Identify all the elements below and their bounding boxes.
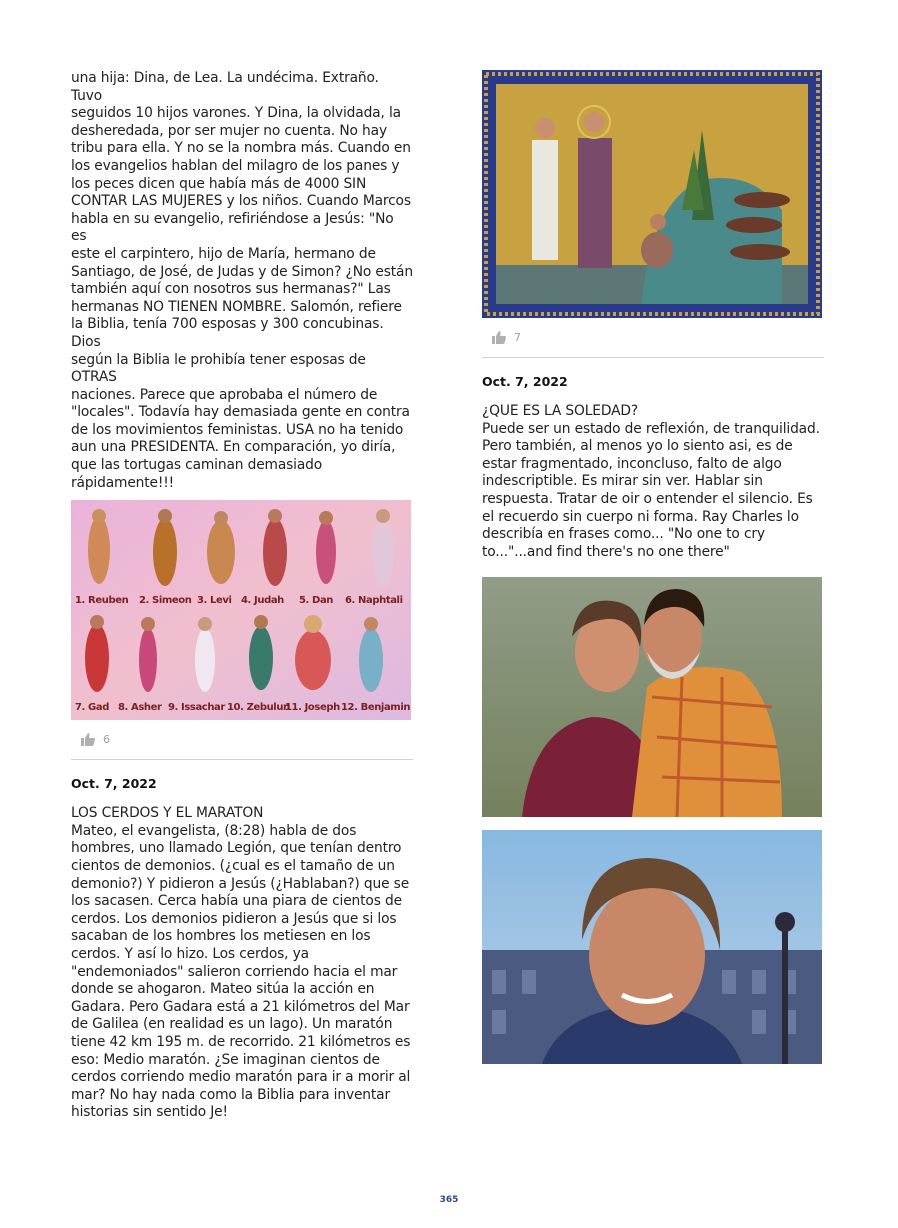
tribe-label: 8. Asher [118, 702, 162, 714]
tribe-label: 12. Benjamin [341, 702, 411, 714]
tribe-label: 11. Joseph [285, 702, 340, 714]
tribe-label: 3. Levi [197, 595, 232, 607]
tribe-label: 6. Naphtali [345, 595, 403, 607]
tribe-label: 1. Reuben [75, 595, 129, 607]
thumbs-up-icon[interactable] [492, 331, 506, 344]
twelve-tribes-illustration[interactable] [71, 500, 411, 720]
tribe-label: 5. Dan [299, 595, 334, 607]
like-bar-post-1 [71, 720, 413, 760]
post-2-date: Oct. 7, 2022 [71, 776, 157, 792]
like-count: 7 [514, 331, 521, 344]
tribe-label: 7. Gad [75, 702, 109, 714]
post-1-text: una hija: Dina, de Lea. La undécima. Extraño. Tuvo seguidos 10 hijos varones. Y Dina, la olvidada, la desheredada, por ser mujer no cuenta. No hay tribu para ella. Y no se la nombra más. Cuando en los evangelios hablan del milagro de los panes y los peces dicen que había más de 4000 SIN CONTAR LAS MUJERES y los niños. Cuando Marcos habla en su evangelio, refiriéndose a Jesús: "No es este el carpintero, hijo de María, hermano de Santiago, de José, de Judas y de Simon? ¿No están también aquí con nosotros sus hermanas?" Las hermanas NO TIENEN NOMBRE. Salomón, refiere la Biblia, tenía 700 esposas y 300 concubinas. Dios según la Biblia le prohibía tener esposas de OTRAS naciones. Parece que aprobaba el número de "locales". Todavía hay demasiada gente en contra de los movimientos feministas. USA no ha tenido aun una PRESIDENTA. En comparación, yo diría, que las tortugas caminan demasiado rápidamente!!! [71, 70, 413, 491]
woman-portrait-photo[interactable] [482, 830, 822, 1064]
tribe-label: 4. Judah [241, 595, 284, 607]
page-number: 365 [439, 1195, 459, 1205]
post-3-date: Oct. 7, 2022 [482, 374, 568, 389]
post-3-text: ¿QUE ES LA SOLEDAD? Puede ser un estado de reflexión, de tranquilidad. Pero también, al menos yo lo siento asi, es de estar fragmentado, inconcluso, falto de algo indescriptible. Es mirar sin ver. Hablar sin respuesta. Tratar de oir o entender el silencio. Es el recuerdo sin cuerpo ni forma. Ray Charles lo describía en frases como... "No one to cry to..."...and find there's no one there" [482, 403, 820, 560]
tribe-label: 2. Simeon [139, 595, 192, 607]
left-column [71, 70, 413, 1122]
tribe-label: 10. Zebulun [227, 702, 290, 714]
tribe-label: 9. Issachar [168, 702, 225, 714]
thumbs-up-icon[interactable] [81, 733, 95, 746]
like-count: 6 [103, 733, 110, 747]
right-column [482, 70, 824, 1064]
couple-photo[interactable] [482, 577, 822, 817]
like-bar-post-3-top [482, 318, 824, 358]
mosaic-image[interactable] [482, 70, 822, 318]
post-2-text: LOS CERDOS Y EL MARATON Mateo, el evangelista, (8:28) habla de dos hombres, uno llamado Legión, que tenían dentro cientos de demonios. (¿cual es el tamaño de un demonio?) Y pidieron a Jesús (¿Hablaban?) que se los sacasen. Cerca había una piara de cientos de cerdos. Los demonios pidieron a Jesús que si los sacaban de los hombres los metiesen en los cerdos. Y así lo hizo. Los cerdos, ya "endemoniados" salieron corriendo hacia el mar donde se ahogaron. Mateo sitúa la acción en Gadara. Pero Gadara está a 21 kilómetros del Mar de Galilea (en realidad es un lago). Un maratón tiene 42 km 195 m. de recorrido. 21 kilómetros es eso: Medio maratón. ¿Se imaginan cientos de cerdos corriendo medio maratón para ir a morir al mar? No hay nada como la Biblia para inventar historias sin sentido Je! [71, 805, 411, 1121]
